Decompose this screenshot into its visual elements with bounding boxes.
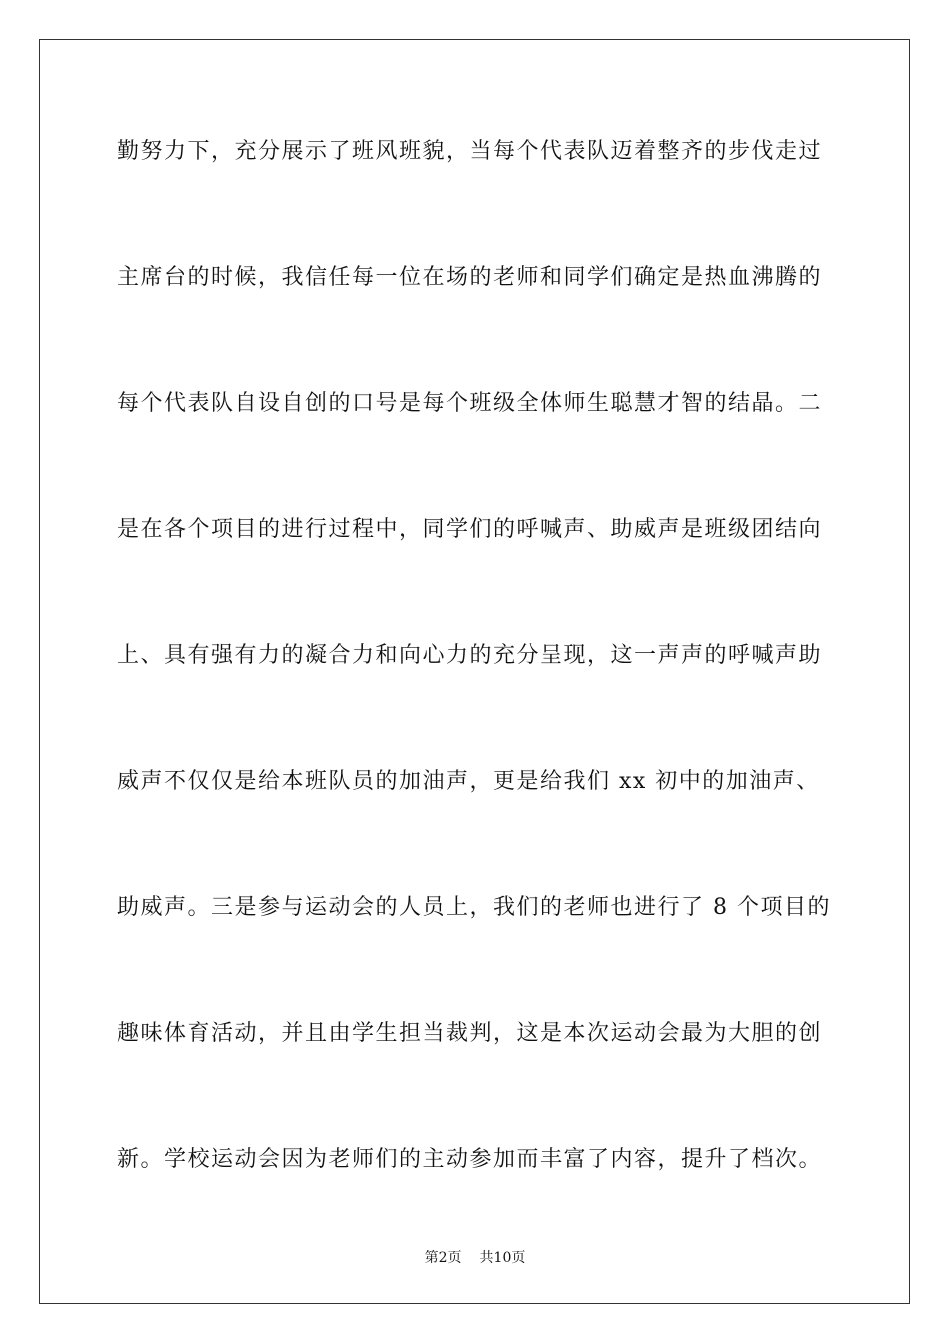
text-line: 威声不仅仅是给本班队员的加油声，更是给我们 xx 初中的加油声、	[117, 769, 820, 794]
text-line: 上、具有强有力的凝合力和向心力的充分呈现，这一声声的呼喊声助	[117, 643, 823, 668]
text-line: 每个代表队自设自创的口号是每个班级全体师生聪慧才智的结晶。二	[117, 391, 823, 416]
text-line: 勤努力下，充分展示了班风班貌，当每个代表队迈着整齐的步伐走过	[117, 139, 823, 164]
text-line: 趣味体育活动，并且由学生担当裁判，这是本次运动会最为大胆的创	[117, 1021, 823, 1046]
text-line: 助威声。三是参与运动会的人员上，我们的老师也进行了 8 个项目的	[117, 895, 831, 920]
text-line: 新。学校运动会因为老师们的主动参加而丰富了内容，提升了档次。	[117, 1147, 823, 1172]
page-footer	[0, 1247, 950, 1267]
text-line: 主席台的时候，我信任每一位在场的老师和同学们确定是热血沸腾的	[117, 265, 823, 290]
page-number: 第2页	[424, 1250, 462, 1266]
text-line: 是在各个项目的进行过程中，同学们的呼喊声、助威声是班级团结向	[117, 517, 823, 542]
page-total: 共10页	[479, 1250, 526, 1266]
document-body	[117, 120, 837, 1254]
